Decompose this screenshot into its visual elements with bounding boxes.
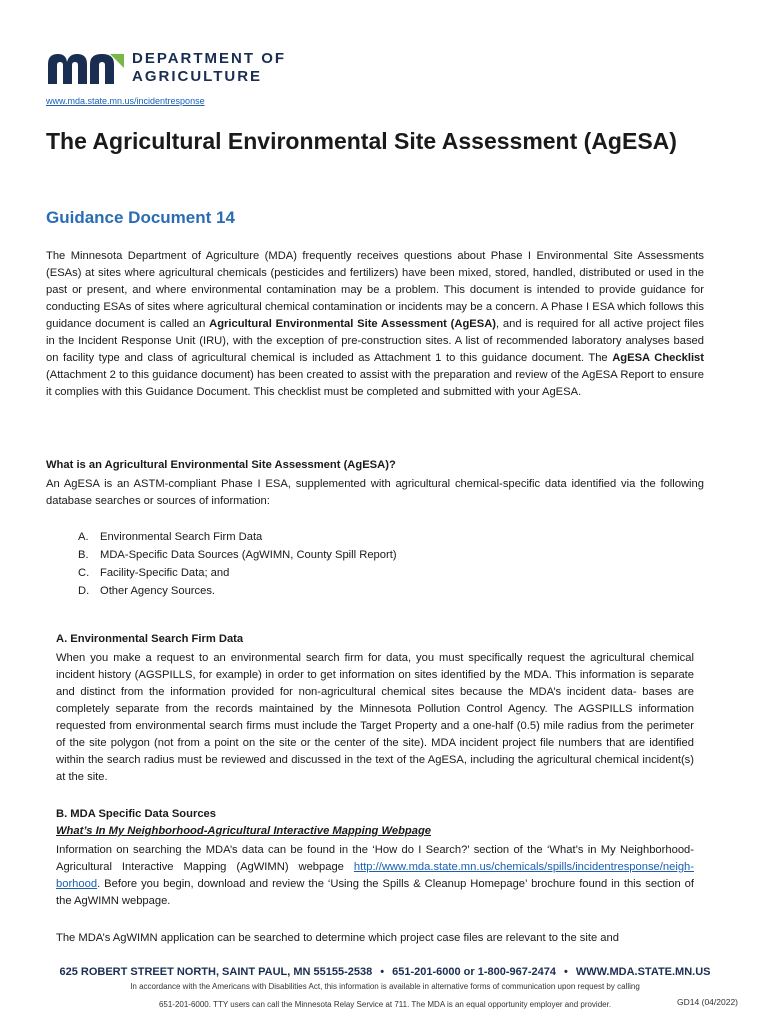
list-item	[78, 546, 397, 564]
footer-contact	[0, 966, 770, 978]
page-title: The Agricultural Environmental Site Assessment (AgESA)	[46, 128, 677, 154]
list-marker: A.	[78, 531, 89, 543]
list-item	[78, 582, 397, 600]
section-b-subheading: What’s In My Neighborhood-Agricultural Interactive Mapping Webpage	[56, 825, 432, 837]
incident-response-link[interactable]: www.mda.state.mn.us/incidentresponse	[46, 96, 205, 106]
sources-list	[78, 528, 397, 600]
intro-bold-checklist: AgESA Checklist	[612, 352, 704, 364]
document-code: GD14 (04/2022)	[677, 997, 738, 1007]
separator-dot-icon: •	[380, 966, 385, 978]
intro-paragraph	[46, 248, 704, 401]
logo-line-2: AGRICULTURE	[132, 68, 263, 85]
what-is-heading: What is an Agricultural Environmental Site Assessment (AgESA)?	[46, 459, 396, 471]
mn-logo-icon	[46, 50, 126, 86]
list-marker: D.	[78, 585, 90, 597]
section-b-text-cont: The MDA’s AgWIMN application can be searched to determine which project case files are relevant to the site and	[56, 932, 619, 944]
list-item-text: MDA-Specific Data Sources (AgWIMN, County Spill Report)	[100, 549, 397, 561]
list-marker: C.	[78, 567, 90, 579]
page-subtitle: Guidance Document 14	[46, 208, 235, 227]
intro-text-3: (Attachment 2 to this guidance document) has been created to assist with the preparation and review of the AgESA Report to ensure it complies with this Guidance Document. This checklist must be completed and submitted with your AgESA.	[46, 369, 704, 398]
footer-relay-line: 651-201-6000. TTY users can call the Minnesota Relay Service at 711. The MDA is an equal opportunity employer and provider.	[158, 1000, 612, 1009]
list-item-text: Facility-Specific Data; and	[100, 567, 230, 579]
intro-text-1: The Minnesota Department of Agriculture (MDA) frequently receives questions about Phase I Environmental Site Assessments (ESAs) at sites where agricultural chemicals (pesticides and fertilizers) have been mixed, stored, handled, distributed or used in the past or present, and where environmental contamination may be a problem. This document is intended to provide guidance for conducting ESAs of sites where agricultural chemical contamination or incidents may be a concern. A Phase I ESA which follows this guidance document is called an	[46, 250, 704, 330]
footer-phone: 651-201-6000 or 1-800-967-2474	[392, 966, 557, 978]
list-item-text: Other Agency Sources.	[100, 585, 216, 597]
intro-bold-agesa: Agricultural Environmental Site Assessment (AgESA)	[209, 318, 497, 330]
section-b-text-1: Information on searching the MDA’s data can be found in the ‘How do I Search?’ section of the ‘What’s in My Neighborhood- Agricultural Interactive Mapping (AgWIMN) webpage	[56, 844, 694, 873]
list-item	[78, 528, 397, 546]
section-b-text	[56, 842, 694, 910]
intro-text-2: , and is required for all active project files in the Incident Response Unit (IRU), with the exception of pre-construction sites. A list of recommended laboratory analyses based on facility type and class of agricultural chemical is included as Attachment 1 to this guidance document. The	[46, 318, 704, 364]
list-item	[78, 564, 397, 582]
footer-address: 625 ROBERT STREET NORTH, SAINT PAUL, MN 55155-2538	[59, 966, 373, 978]
logo-line-1: DEPARTMENT OF	[132, 50, 287, 67]
section-b-heading: B. MDA Specific Data Sources	[56, 808, 216, 820]
section-b-text-2: . Before you begin, download and review the ‘Using the Spills & Cleanup Homepage’ brochure found in this section of the AgWIMN webpage.	[56, 878, 694, 907]
agwimn-link[interactable]: http://www.mda.state.mn.us/chemicals/spills/incidentresponse/neigh-borhood	[56, 861, 694, 890]
list-marker: B.	[78, 549, 89, 561]
footer-website: WWW.MDA.STATE.MN.US	[575, 966, 711, 978]
section-a-heading: A. Environmental Search Firm Data	[56, 633, 244, 645]
what-is-text: An AgESA is an ASTM-compliant Phase I ESA, supplemented with agricultural chemical-specific data identified via the following database searches or sources of information:	[46, 478, 704, 507]
section-a-text: When you make a request to an environmental search firm for data, you must specifically request the agricultural chemical incident history (AGSPILLS, for example) in order to get information on sites identified by the MDA. This information is separate and distinct from the information provided for non-agricultural chemical sites because the MDA’s incident data- bases are completely separate from the records maintained by the Minnesota Pollution Control Agency. The AGSPILLS information requested from environmental search firms must include the Target Property and a one-half (0.5) mile radius from the perimeter of the site polygon (not from a point on the site or the center of the site). MDA incident project file numbers that are identified within the search radius must be reviewed and discussed in the text of the AgESA, including the agricultural chemical incident(s) at the site.	[56, 652, 694, 783]
footer-ada-line: In accordance with the Americans with Disabilities Act, this information is available in alternative forms of communication upon request by calling	[130, 982, 640, 991]
separator-dot-icon: •	[564, 966, 568, 978]
list-item-text: Environmental Search Firm Data	[100, 531, 263, 543]
logo-wordmark	[132, 50, 286, 86]
